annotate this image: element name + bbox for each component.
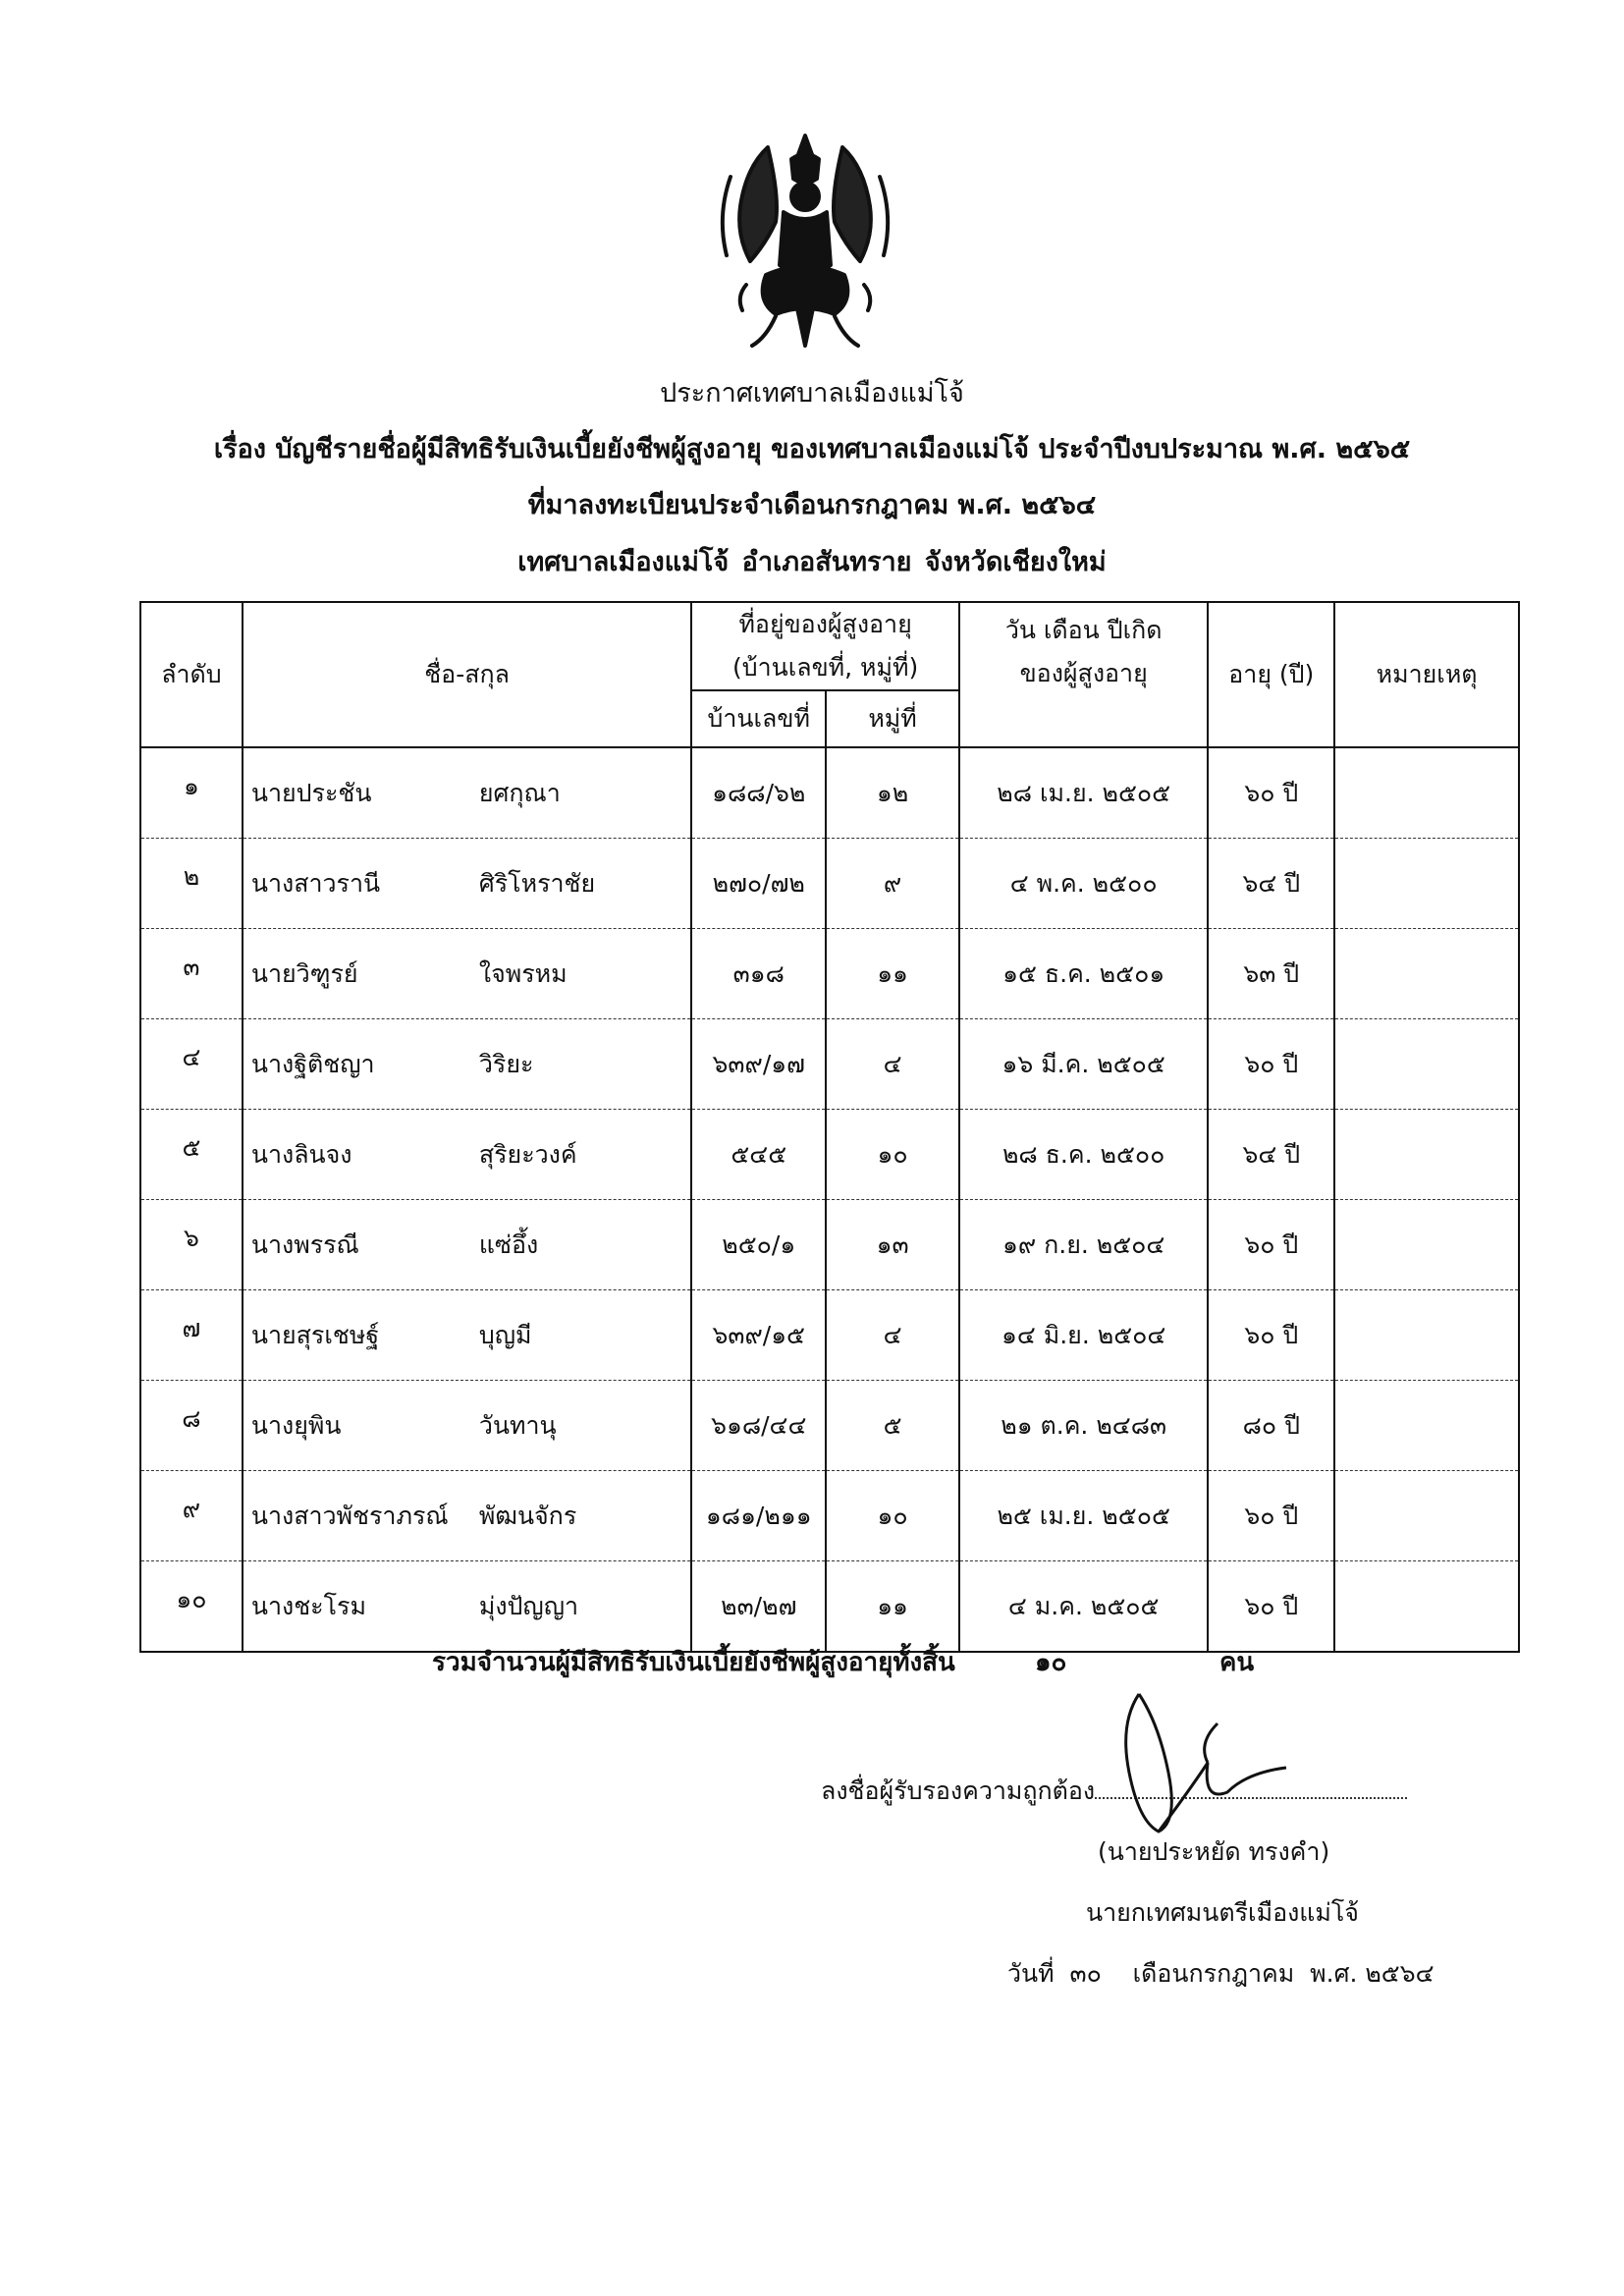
cell-dob: ๑๙ ก.ย. ๒๕๐๔ <box>959 1200 1209 1290</box>
cell-house-no: ๖๓๙/๑๕ <box>691 1290 826 1381</box>
table-row <box>140 1200 1519 1290</box>
cell-remark <box>1334 1110 1519 1200</box>
cell-remark <box>1334 1471 1519 1561</box>
cell-first-name: นางยุพิน <box>250 1410 342 1440</box>
cell-remark <box>1334 747 1519 839</box>
cell-name <box>243 1290 691 1381</box>
table-row <box>140 1471 1519 1561</box>
cell-house-no: ๒๓/๒๗ <box>691 1561 826 1653</box>
cell-moo: ๙ <box>826 839 959 929</box>
cell-name <box>243 839 691 929</box>
cell-name <box>243 1561 691 1653</box>
cell-name <box>243 1019 691 1110</box>
table-row <box>140 1561 1519 1653</box>
cell-house-no: ๓๑๘ <box>691 929 826 1019</box>
cell-first-name: นางสาวพัชราภรณ์ <box>250 1501 449 1530</box>
cell-last-name: วันทานุ <box>478 1410 557 1440</box>
header-age: อายุ (ปี) <box>1208 602 1334 747</box>
cell-index: ๘ <box>140 1381 243 1471</box>
cell-dob: ๒๑ ต.ค. ๒๔๘๓ <box>959 1381 1209 1471</box>
cell-index: ๑ <box>140 747 243 839</box>
cell-first-name: นางฐิติชญา <box>250 1049 375 1078</box>
cell-moo: ๑๐ <box>826 1471 959 1561</box>
cell-remark <box>1334 1381 1519 1471</box>
cell-age: ๖๓ ปี <box>1208 929 1334 1019</box>
cell-index: ๓ <box>140 929 243 1019</box>
header-remark: หมายเหตุ <box>1334 602 1519 747</box>
cell-house-no: ๕๔๕ <box>691 1110 826 1200</box>
cell-age: ๖๐ ปี <box>1208 1290 1334 1381</box>
signature-label: ลงชื่อผู้รับรองความถูกต้อง <box>821 1777 1096 1805</box>
header-dob <box>959 602 1209 747</box>
cell-moo: ๑๒ <box>826 747 959 839</box>
cell-last-name: บุญมี <box>478 1320 532 1349</box>
header-dob-line2: ของผู้สูงอายุ <box>1019 659 1148 687</box>
announcement-subject: เรื่อง บัญชีรายชื่อผู้มีสิทธิรับเงินเบี้ยยังชีพผู้สูงอายุ ของเทศบาลเมืองแม่โจ้ ประจำปีงบประมาณ พ.ศ. ๒๕๖๕ <box>213 434 1411 465</box>
cell-name <box>243 747 691 839</box>
cell-index: ๙ <box>140 1471 243 1561</box>
header-address-line2: (บ้านเลขที่, หมู่ที่) <box>731 653 919 682</box>
cell-remark <box>1334 1290 1519 1381</box>
cell-index: ๕ <box>140 1110 243 1200</box>
municipality-location: เทศบาลเมืองแม่โจ้ อำเภอสันทราย จังหวัดเชียงใหม่ <box>517 547 1107 577</box>
table-row <box>140 1290 1519 1381</box>
summary-unit: คน <box>1219 1648 1255 1677</box>
cell-dob: ๒๘ เม.ย. ๒๕๐๕ <box>959 747 1209 839</box>
cell-last-name: ใจพรหม <box>478 958 568 988</box>
table-row <box>140 839 1519 929</box>
cell-moo: ๑๐ <box>826 1110 959 1200</box>
cell-remark <box>1334 839 1519 929</box>
cell-dob: ๑๔ มิ.ย. ๒๕๐๔ <box>959 1290 1209 1381</box>
cell-name <box>243 1110 691 1200</box>
cell-last-name: สุริยะวงค์ <box>478 1139 577 1169</box>
header-house-no: บ้านเลขที่ <box>691 690 826 747</box>
cell-moo: ๔ <box>826 1290 959 1381</box>
garuda-emblem-icon <box>707 128 903 354</box>
cell-first-name: นางชะโรม <box>250 1591 366 1620</box>
announcement-heading: ประกาศเทศบาลเมืองแม่โจ้ <box>660 378 964 409</box>
cell-moo: ๑๑ <box>826 1561 959 1653</box>
cell-index: ๒ <box>140 839 243 929</box>
elderly-allowance-table <box>139 601 1520 1653</box>
table-row <box>140 1381 1519 1471</box>
cell-index: ๖ <box>140 1200 243 1290</box>
cell-age: ๖๐ ปี <box>1208 1561 1334 1653</box>
cell-moo: ๕ <box>826 1381 959 1471</box>
cell-remark <box>1334 1019 1519 1110</box>
cell-remark <box>1334 1561 1519 1653</box>
cell-moo: ๔ <box>826 1019 959 1110</box>
signer-title: นายกเทศมนตรีเมืองแม่โจ้ <box>1086 1898 1359 1927</box>
cell-dob: ๒๕ เม.ย. ๒๕๐๕ <box>959 1471 1209 1561</box>
cell-dob: ๔ ม.ค. ๒๕๐๕ <box>959 1561 1209 1653</box>
cell-dob: ๑๖ มี.ค. ๒๕๐๕ <box>959 1019 1209 1110</box>
cell-dob: ๒๘ ธ.ค. ๒๕๐๐ <box>959 1110 1209 1200</box>
cell-house-no: ๑๘๘/๖๒ <box>691 747 826 839</box>
cell-name <box>243 1200 691 1290</box>
cell-remark <box>1334 929 1519 1019</box>
header-address <box>691 602 959 690</box>
summary-count: ๑๐ <box>1035 1648 1067 1677</box>
cell-first-name: นางลินจง <box>250 1139 352 1169</box>
cell-dob: ๔ พ.ค. ๒๕๐๐ <box>959 839 1209 929</box>
header-address-line1: ที่อยู่ของผู้สูงอายุ <box>738 610 912 638</box>
cell-age: ๖๔ ปี <box>1208 1110 1334 1200</box>
registration-period: ที่มาลงทะเบียนประจำเดือนกรกฎาคม พ.ศ. ๒๕๖๔ <box>527 490 1097 520</box>
cell-age: ๖๐ ปี <box>1208 1471 1334 1561</box>
cell-last-name: แซ่อึ้ง <box>478 1230 539 1259</box>
cell-last-name: ศิริโหราชัย <box>478 868 596 898</box>
cell-age: ๖๐ ปี <box>1208 1019 1334 1110</box>
table-row <box>140 929 1519 1019</box>
cell-first-name: นางพรรณี <box>250 1230 359 1259</box>
cell-age: ๘๐ ปี <box>1208 1381 1334 1471</box>
header-name: ชื่อ-สกุล <box>243 602 691 747</box>
cell-first-name: นายวิฑูรย์ <box>250 958 358 988</box>
cell-last-name: วิริยะ <box>478 1049 534 1078</box>
header-moo: หมู่ที่ <box>826 690 959 747</box>
table-row <box>140 1110 1519 1200</box>
cell-first-name: นายสุรเชษฐ์ <box>250 1320 380 1349</box>
cell-moo: ๑๓ <box>826 1200 959 1290</box>
cell-index: ๔ <box>140 1019 243 1110</box>
cell-house-no: ๒๗๐/๗๒ <box>691 839 826 929</box>
cell-name <box>243 1471 691 1561</box>
announcement-date: วันที่ ๓๐ เดือนกรกฎาคม พ.ศ. ๒๕๖๔ <box>1007 1959 1435 1988</box>
table-row <box>140 1019 1519 1110</box>
cell-house-no: ๖๓๙/๑๗ <box>691 1019 826 1110</box>
signer-name: (นายประหยัด ทรงคำ) <box>1098 1837 1330 1866</box>
cell-age: ๖๔ ปี <box>1208 839 1334 929</box>
cell-first-name: นายประชัน <box>250 778 372 807</box>
cell-remark <box>1334 1200 1519 1290</box>
summary-label: รวมจำนวนผู้มีสิทธิรับเงินเบี้ยยังชีพผู้สูงอายุทั้งสิ้น <box>432 1648 955 1677</box>
cell-last-name: ยศกุณา <box>478 778 561 807</box>
cell-age: ๖๐ ปี <box>1208 1200 1334 1290</box>
cell-first-name: นางสาวรานี <box>250 868 381 898</box>
cell-name <box>243 1381 691 1471</box>
cell-name <box>243 929 691 1019</box>
cell-age: ๖๐ ปี <box>1208 747 1334 839</box>
cell-house-no: ๒๕๐/๑ <box>691 1200 826 1290</box>
cell-index: ๗ <box>140 1290 243 1381</box>
cell-house-no: ๖๑๘/๔๔ <box>691 1381 826 1471</box>
header-dob-line1: วัน เดือน ปีเกิด <box>1004 616 1163 644</box>
cell-index: ๑๐ <box>140 1561 243 1653</box>
cell-moo: ๑๑ <box>826 929 959 1019</box>
cell-house-no: ๑๘๑/๒๑๑ <box>691 1471 826 1561</box>
cell-dob: ๑๕ ธ.ค. ๒๕๐๑ <box>959 929 1209 1019</box>
table-row <box>140 747 1519 839</box>
cell-last-name: มุ่งปัญญา <box>478 1591 579 1620</box>
cell-last-name: พัฒนจักร <box>478 1501 577 1530</box>
header-index: ลำดับ <box>140 602 243 747</box>
